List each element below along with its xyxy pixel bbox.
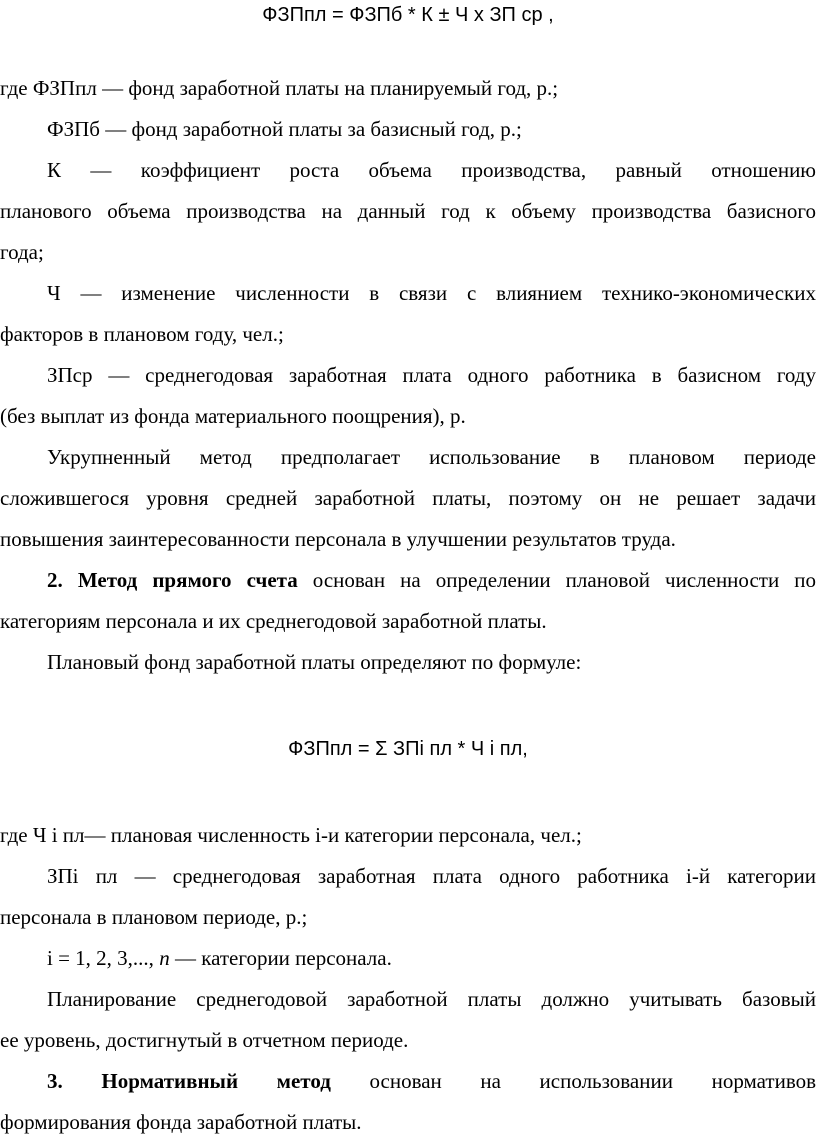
definition-zpi-pl-line1: ЗПi пл — среднегодовая заработная плата одного работника i-й категории (47, 864, 816, 888)
method-2-text: основан на определении плановой численности по (297, 568, 816, 592)
method-2-heading: 2. Метод прямого счета (47, 568, 298, 592)
definition-fzpb: ФЗПб — фонд заработной платы за базисный год, р.; (47, 117, 522, 141)
definition-i-range-start: i = 1, 2, 3,..., (47, 946, 160, 970)
paragraph-formula-intro: Плановый фонд заработной платы определяют по формуле: (47, 650, 582, 674)
method-3-heading-word2: метод (276, 1069, 331, 1093)
definition-fzppl: где ФЗПпл — фонд заработной платы на планируемый год, р.; (0, 76, 559, 100)
paragraph-enlarged-method-line2: сложившегося уровня средней заработной платы, поэтому он не решает задачи (0, 486, 816, 510)
paragraph-enlarged-method-line1: Укрупненный метод предполагает использование в плановом периоде (47, 445, 816, 469)
paragraph-enlarged-method-line3: повышения заинтересованности персонала в улучшении результатов труда. (0, 527, 676, 551)
method-3-line1 (0, 1061, 816, 1102)
definition-i-range (0, 938, 816, 979)
definition-k-line2: планового объема производства на данный год к объему производства базисного (0, 199, 816, 223)
definition-k-line3: года; (0, 240, 44, 264)
definitions-block-1 (0, 68, 816, 683)
definition-zpsr-line1: ЗПср — среднегодовая заработная плата одного работника в базисном году (47, 363, 816, 387)
definition-zpi-pl-line2: персонала в плановом периоде, р.; (0, 905, 308, 929)
method-3-number: 3. (47, 1069, 63, 1093)
method-2-line1 (0, 560, 816, 601)
definition-ch-line1: Ч — изменение численности в связи с влиянием технико-экономических (47, 281, 816, 305)
definition-i-range-end: — категории персонала. (169, 946, 392, 970)
method-2-line2: категориям персонала и их среднегодовой заработной платы. (0, 609, 547, 633)
method-3-heading-word1: Нормативный (101, 1069, 239, 1093)
paragraph-planning-line2: ее уровень, достигнутый в отчетном периоде. (0, 1028, 409, 1052)
method-3-line2: формирования фонда заработной платы. (0, 1110, 362, 1134)
definition-ch-i-pl: где Ч i пл— плановая численность i-и категории персонала, чел.; (0, 823, 582, 847)
definition-zpsr-line2: (без выплат из фонда материального поощрения), р. (0, 404, 466, 428)
definition-ch-line2: факторов в плановом году, чел.; (0, 322, 284, 346)
definition-i-range-n: n (159, 946, 170, 970)
formula-planned-fund: ФЗПпл = ФЗПб * К ± Ч х ЗП ср , (262, 4, 554, 26)
formula-direct-count: ФЗПпл = Σ ЗПi пл * Ч i пл, (288, 738, 528, 760)
definitions-block-2 (0, 815, 816, 1143)
paragraph-planning-line1: Планирование среднегодовой заработной платы должно учитывать базовый (47, 987, 816, 1011)
method-3-text: основан на использовании нормативов (369, 1069, 816, 1093)
definition-k-line1: К — коэффициент роста объема производства, равный отношению (47, 158, 816, 182)
